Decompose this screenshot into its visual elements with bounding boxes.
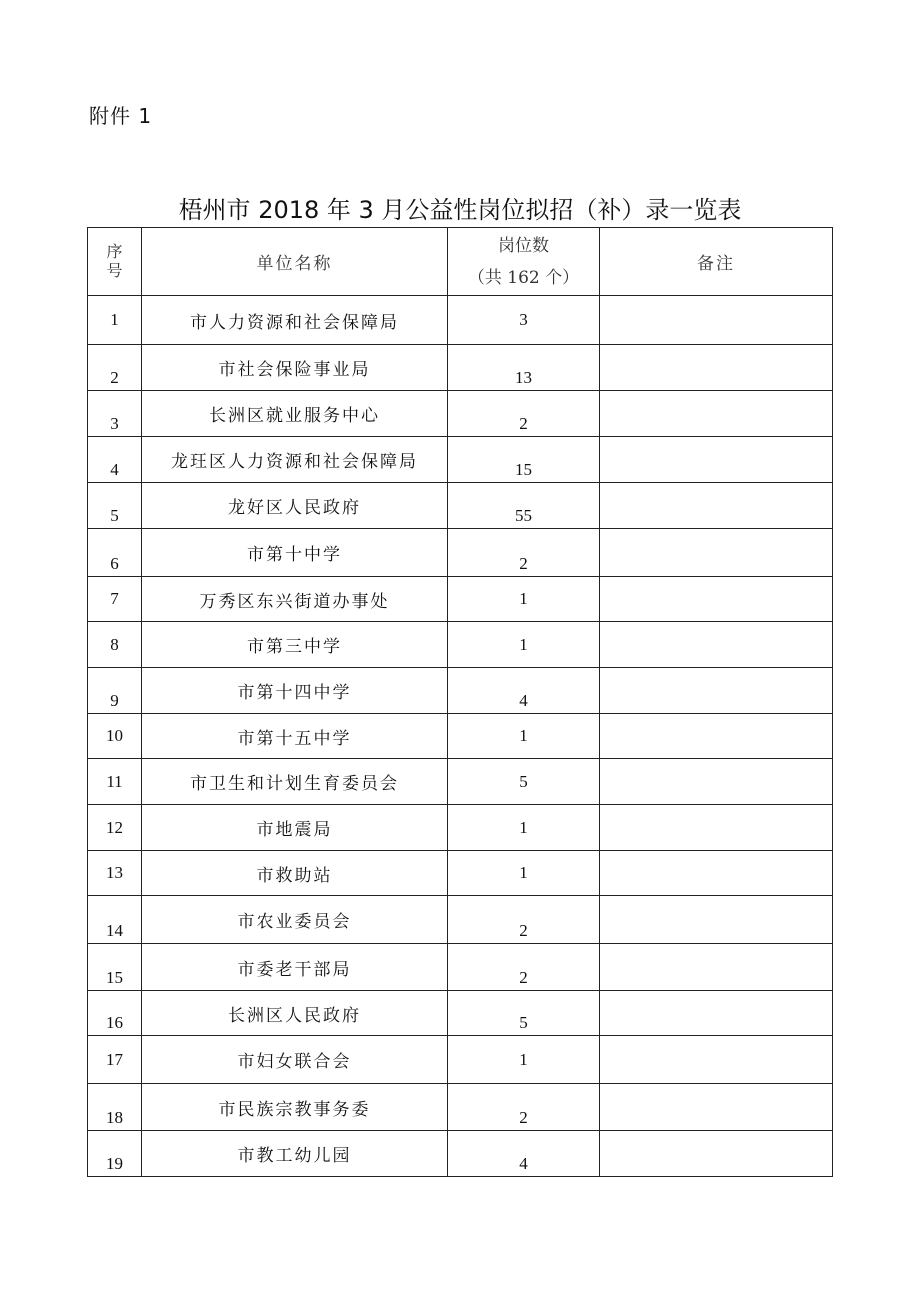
row-unit: 市第三中学	[142, 622, 448, 668]
row-count: 2	[448, 944, 600, 991]
row-remark	[600, 296, 833, 345]
table-row	[88, 622, 833, 668]
row-count: 1	[448, 1036, 600, 1084]
row-seq: 19	[88, 1131, 142, 1177]
row-remark	[600, 437, 833, 483]
row-remark	[600, 1084, 833, 1131]
row-remark	[600, 991, 833, 1036]
row-unit: 市卫生和计划生育委员会	[142, 759, 448, 805]
row-count: 2	[448, 391, 600, 437]
table-row	[88, 1131, 833, 1177]
header-remark-label: 备注	[697, 254, 735, 274]
table-header-row	[88, 228, 833, 296]
row-seq: 5	[88, 483, 142, 529]
row-remark	[600, 345, 833, 391]
row-remark	[600, 896, 833, 944]
header-remark	[600, 228, 833, 296]
row-unit: 市社会保险事业局	[142, 345, 448, 391]
row-count: 1	[448, 577, 600, 622]
row-seq: 1	[88, 296, 142, 345]
positions-table	[87, 227, 833, 1177]
row-unit: 市人力资源和社会保障局	[142, 296, 448, 345]
row-remark	[600, 944, 833, 991]
row-seq: 14	[88, 896, 142, 944]
table-row	[88, 1036, 833, 1084]
row-unit: 龙玨区人力资源和社会保障局	[142, 437, 448, 483]
row-unit: 市农业委员会	[142, 896, 448, 944]
table-row	[88, 1084, 833, 1131]
row-unit: 市地震局	[142, 805, 448, 851]
row-unit: 长洲区人民政府	[142, 991, 448, 1036]
row-remark	[600, 1131, 833, 1177]
row-remark	[600, 668, 833, 714]
table-row	[88, 944, 833, 991]
table-row	[88, 437, 833, 483]
row-unit: 市委老干部局	[142, 944, 448, 991]
row-unit: 市妇女联合会	[142, 1036, 448, 1084]
row-unit: 万秀区东兴街道办事处	[142, 577, 448, 622]
table-row	[88, 668, 833, 714]
row-unit: 长洲区就业服务中心	[142, 391, 448, 437]
document-title: 梧州市 2018 年 3 月公益性岗位拟招（补）录一览表	[178, 196, 742, 224]
header-count	[448, 228, 600, 296]
header-seq	[88, 228, 142, 296]
attachment-label: 附件 1	[89, 104, 153, 128]
row-remark	[600, 483, 833, 529]
header-count-label: 岗位数	[498, 235, 549, 256]
row-seq: 7	[88, 577, 142, 622]
row-remark	[600, 714, 833, 759]
row-remark	[600, 622, 833, 668]
row-seq: 3	[88, 391, 142, 437]
row-count: 1	[448, 714, 600, 759]
row-remark	[600, 577, 833, 622]
row-seq: 2	[88, 345, 142, 391]
row-count: 4	[448, 1131, 600, 1177]
row-unit: 市教工幼儿园	[142, 1131, 448, 1177]
header-count-total: （共 162 个）	[467, 267, 580, 288]
row-count: 3	[448, 296, 600, 345]
row-seq: 10	[88, 714, 142, 759]
row-count: 2	[448, 896, 600, 944]
row-seq: 16	[88, 991, 142, 1036]
row-count: 5	[448, 759, 600, 805]
row-unit: 龙好区人民政府	[142, 483, 448, 529]
row-seq: 6	[88, 529, 142, 577]
table-row	[88, 391, 833, 437]
table-row	[88, 851, 833, 896]
table-row	[88, 483, 833, 529]
row-remark	[600, 759, 833, 805]
row-seq: 18	[88, 1084, 142, 1131]
table-row	[88, 805, 833, 851]
row-count: 1	[448, 805, 600, 851]
table-row	[88, 296, 833, 345]
table-row	[88, 759, 833, 805]
row-count: 4	[448, 668, 600, 714]
table-row	[88, 529, 833, 577]
row-remark	[600, 851, 833, 896]
row-count: 5	[448, 991, 600, 1036]
row-remark	[600, 805, 833, 851]
header-seq-label: 序号	[106, 242, 123, 280]
row-remark	[600, 391, 833, 437]
table-row	[88, 345, 833, 391]
row-seq: 11	[88, 759, 142, 805]
header-unit-label: 单位名称	[256, 254, 333, 274]
row-seq: 12	[88, 805, 142, 851]
row-count: 1	[448, 622, 600, 668]
row-seq: 8	[88, 622, 142, 668]
row-count: 55	[448, 483, 600, 529]
row-count: 13	[448, 345, 600, 391]
row-seq: 13	[88, 851, 142, 896]
row-count: 15	[448, 437, 600, 483]
row-remark	[600, 529, 833, 577]
row-seq: 17	[88, 1036, 142, 1084]
row-unit: 市救助站	[142, 851, 448, 896]
row-unit: 市第十五中学	[142, 714, 448, 759]
table-row	[88, 577, 833, 622]
row-unit: 市民族宗教事务委	[142, 1084, 448, 1131]
row-count: 2	[448, 1084, 600, 1131]
row-count: 1	[448, 851, 600, 896]
row-seq: 15	[88, 944, 142, 991]
table-row	[88, 714, 833, 759]
table-row	[88, 991, 833, 1036]
row-unit: 市第十四中学	[142, 668, 448, 714]
row-seq: 9	[88, 668, 142, 714]
table-row	[88, 896, 833, 944]
row-seq: 4	[88, 437, 142, 483]
row-count: 2	[448, 529, 600, 577]
header-unit	[142, 228, 448, 296]
row-remark	[600, 1036, 833, 1084]
row-unit: 市第十中学	[142, 529, 448, 577]
